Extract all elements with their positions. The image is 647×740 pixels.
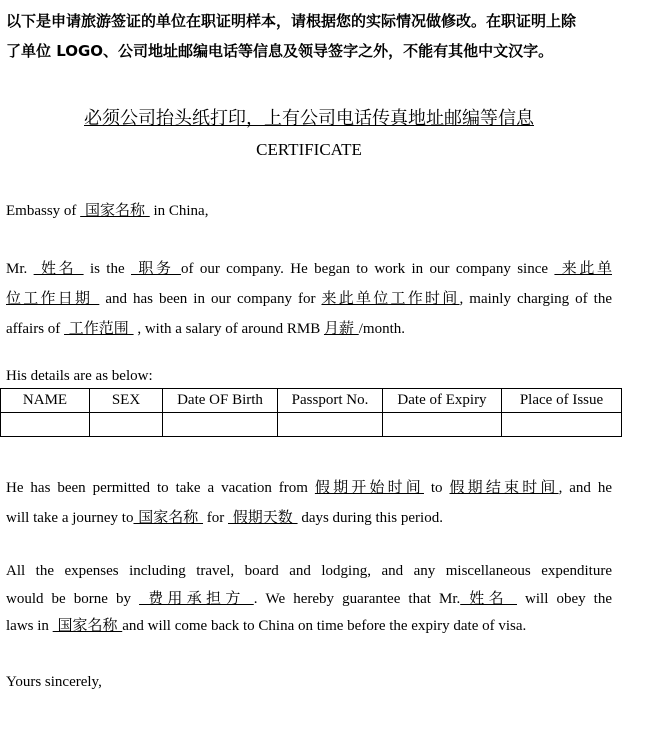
destination-field[interactable]: 国家名称 — [133, 508, 204, 526]
employment-paragraph — [6, 253, 612, 343]
details-table — [0, 388, 622, 437]
embassy-line — [6, 199, 208, 220]
text: laws in — [6, 618, 53, 634]
expenses-paragraph — [6, 558, 612, 639]
cell-passport[interactable] — [278, 413, 383, 437]
closing-line: Yours sincerely, — [6, 674, 102, 690]
notice-line-2: 了单位 LOGO、公司地址邮编电话等信息及领导签字之外，不能有其他中文汉字。 — [6, 42, 554, 60]
header-name: NAME — [1, 389, 90, 413]
text: for — [203, 510, 229, 526]
certificate-title: CERTIFICATE — [256, 140, 362, 159]
vacation-paragraph — [6, 472, 612, 532]
cell-name[interactable] — [1, 413, 90, 437]
text: will obey the — [517, 591, 612, 607]
details-label: His details are as below: — [6, 368, 153, 384]
text: of our company. He began to work in our company since — [180, 261, 555, 277]
country-field[interactable]: 国家名称 — [80, 201, 150, 219]
table-row — [1, 413, 622, 437]
text: affairs of — [6, 321, 65, 337]
vacation-start-field[interactable]: 假期开始时间 — [314, 478, 424, 496]
text: is the — [83, 261, 131, 277]
text: will take a journey to — [6, 510, 134, 526]
header-sex: SEX — [90, 389, 163, 413]
salary-field[interactable]: 月薪 — [323, 319, 359, 337]
vacation-end-field[interactable]: 假期结束时间 — [449, 478, 559, 496]
cell-sex[interactable] — [90, 413, 163, 437]
employment-line-1 — [6, 253, 612, 283]
start-date-field[interactable]: 来此单 — [554, 259, 612, 277]
country-law-field[interactable]: 国家名称 — [52, 616, 123, 634]
header-passport: Passport No. — [278, 389, 383, 413]
expenses-line-1: All the expenses including travel, board and lodging, and any miscellaneous expenditure — [6, 563, 612, 579]
expenses-line-2 — [6, 585, 612, 612]
header-issue-place: Place of Issue — [502, 389, 622, 413]
employment-line-2 — [6, 283, 612, 313]
cell-issue-place[interactable] — [502, 413, 622, 437]
embassy-prefix: Embassy of — [6, 203, 81, 219]
text: to — [423, 480, 450, 496]
text: and has been in our company for — [99, 291, 322, 307]
text: and will come back to China on time before the expiry date of visa. — [122, 618, 527, 634]
embassy-suffix: in China, — [149, 203, 209, 219]
vacation-line-1 — [6, 472, 612, 502]
notice-line-1: 以下是申请旅游签证的单位在职证明样本，请根据您的实际情况做修改。在职证明上除 — [6, 12, 577, 30]
vacation-line-2 — [6, 502, 612, 532]
text: days during this period. — [297, 510, 443, 526]
cell-dob[interactable] — [163, 413, 278, 437]
days-field[interactable]: 假期天数 — [228, 508, 298, 526]
table-header-row — [1, 389, 622, 413]
text: , mainly charging of the — [459, 291, 612, 307]
duration-field[interactable]: 来此单位工作时间 — [321, 289, 460, 307]
start-date-field-cont[interactable]: 位工作日期 — [6, 289, 100, 307]
applicant-name-field[interactable]: 姓名 — [460, 589, 517, 607]
text: , with a salary of around RMB — [133, 321, 324, 337]
expenses-line-3 — [6, 612, 612, 639]
text: Mr. — [6, 261, 34, 277]
text: . We hereby guarantee that Mr. — [253, 591, 461, 607]
header-expiry: Date of Expiry — [383, 389, 502, 413]
name-field[interactable]: 姓名 — [33, 259, 84, 277]
letterhead-instruction: 必须公司抬头纸打印，上有公司电话传真地址邮编等信息 — [84, 108, 534, 129]
text: , and he — [558, 480, 612, 496]
position-field[interactable]: 职务 — [131, 259, 181, 277]
text: /month. — [358, 321, 406, 337]
header-dob: Date OF Birth — [163, 389, 278, 413]
instruction-notice — [6, 6, 621, 66]
work-scope-field[interactable]: 工作范围 — [64, 319, 134, 337]
employment-line-3 — [6, 313, 612, 343]
payer-field[interactable]: 费用承担方 — [139, 589, 254, 607]
text: would be borne by — [6, 591, 140, 607]
text: He has been permitted to take a vacation from — [6, 480, 315, 496]
cell-expiry[interactable] — [383, 413, 502, 437]
